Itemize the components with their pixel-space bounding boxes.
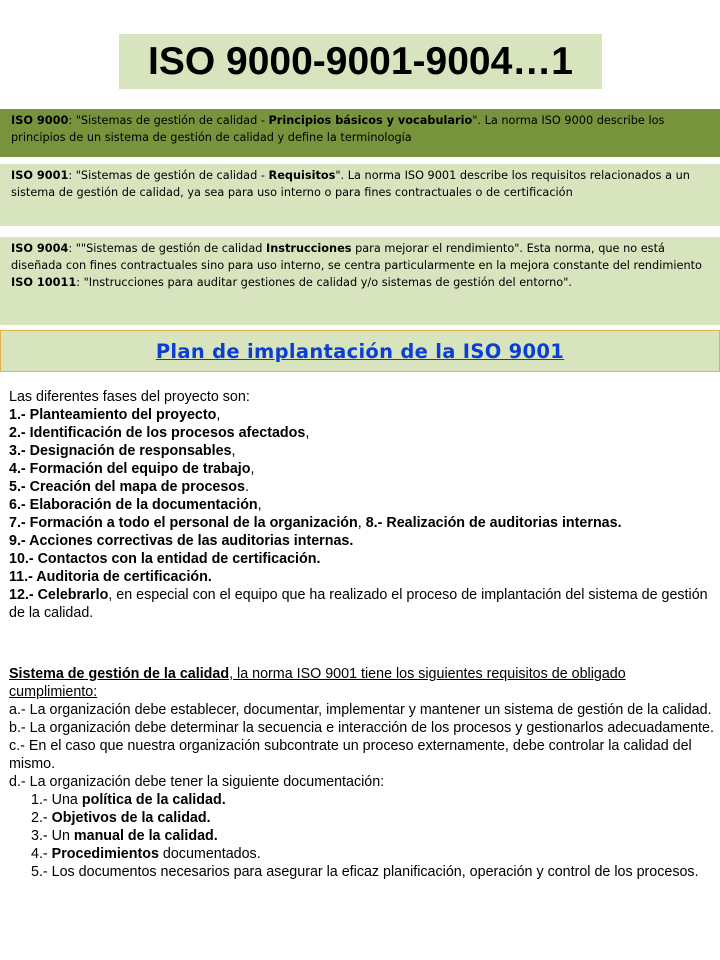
list-item: 12.- Celebrarlo, en especial con el equipo que ha realizado el proceso de implantación del sistema de gestión de la calidad. [9, 587, 708, 621]
requirement-b: b.- La organización debe determinar la secuencia e interacción de los procesos y gestionarlos adecuadamente. [9, 720, 714, 736]
iso-9001-code: ISO 9001 [11, 169, 69, 182]
iso-9000-post: ". La norma ISO 9000 describe los principios de un sistema de gestión de calidad y define la terminología [11, 114, 665, 144]
iso-9004-code: ISO 9004 [11, 242, 69, 255]
quality-heading: Sistema de gestión de la calidad, la norma ISO 9001 tiene los siguientes requisitos de obligado cumplimiento: [9, 666, 626, 700]
doc-item-1: 1.- Una política de la calidad. [31, 792, 226, 808]
page-title: ISO 9000-9001-9004…1 [148, 39, 573, 83]
iso-9000-bold: Principios básicos y vocabulario [268, 114, 473, 127]
iso-9004-post: para mejorar el rendimiento". Esta norma, que no está diseñada con fines contractuales sino para uso interno, se centra particularmente en la mejora constante del rendimiento [11, 242, 702, 272]
title-banner [119, 34, 602, 89]
list-item: 1.- Planteamiento del proyecto, [9, 407, 221, 423]
iso-9004-pre: : ""Sistemas de gestión de calidad [68, 242, 267, 255]
iso-9000-pre: : "Sistemas de gestión de calidad - [68, 114, 269, 127]
iso-9000-box [0, 109, 720, 157]
iso-9001-post: ". La norma ISO 9001 describe los requisitos relacionados a un sistema de gestión de calidad, ya sea para uso interno o para fines contractuales o de certificación [11, 169, 690, 199]
list-item: 5.- Creación del mapa de procesos. [9, 479, 249, 495]
doc-item-3: 3.- Un manual de la calidad. [31, 828, 218, 844]
doc-item-2: 2.- Objetivos de la calidad. [31, 810, 211, 826]
plan-implantacion-link[interactable]: Plan de implantación de la ISO 9001 [155, 339, 565, 363]
phases-intro: Las diferentes fases del proyecto son: [9, 389, 250, 405]
plan-header-bar [0, 330, 720, 372]
list-item: 2.- Identificación de los procesos afectados, [9, 425, 310, 441]
iso-9000-code: ISO 9000 [11, 114, 69, 127]
iso-9004-box [0, 237, 720, 325]
doc-item-5: 5.- Los documentos necesarios para asegurar la eficaz planificación, operación y control de los procesos. [31, 864, 699, 880]
iso-9001-box [0, 164, 720, 226]
iso-9001-pre: : "Sistemas de gestión de calidad - [68, 169, 269, 182]
iso-10011-code: ISO 10011 [11, 276, 77, 289]
doc-item-4: 4.- Procedimientos documentados. [31, 846, 261, 862]
iso-9004-bold: Instrucciones [266, 242, 352, 255]
requirement-d: d.- La organización debe tener la siguiente documentación: [9, 774, 385, 790]
phases-list [9, 388, 717, 622]
list-item: 7.- Formación a todo el personal de la organización, 8.- Realización de auditorias internas. [9, 515, 622, 531]
list-item: 10.- Contactos con la entidad de certificación. [9, 551, 321, 567]
iso-9001-bold: Requisitos [268, 169, 336, 182]
requirement-c: c.- En el caso que nuestra organización subcontrate un proceso externamente, debe controlar la calidad del mismo. [9, 738, 692, 772]
list-item: 11.- Auditoria de certificación. [9, 569, 212, 585]
list-item: 6.- Elaboración de la documentación, [9, 497, 262, 513]
list-item: 9.- Acciones correctivas de las auditorias internas. [9, 533, 354, 549]
quality-requirements [9, 665, 717, 881]
list-item: 4.- Formación del equipo de trabajo, [9, 461, 255, 477]
list-item: 3.- Designación de responsables, [9, 443, 236, 459]
requirement-a: a.- La organización debe establecer, documentar, implementar y mantener un sistema de gestión de la calidad. [9, 702, 712, 718]
iso-10011-text: : "Instrucciones para auditar gestiones de calidad y/o sistemas de gestión del entorno". [76, 276, 572, 289]
